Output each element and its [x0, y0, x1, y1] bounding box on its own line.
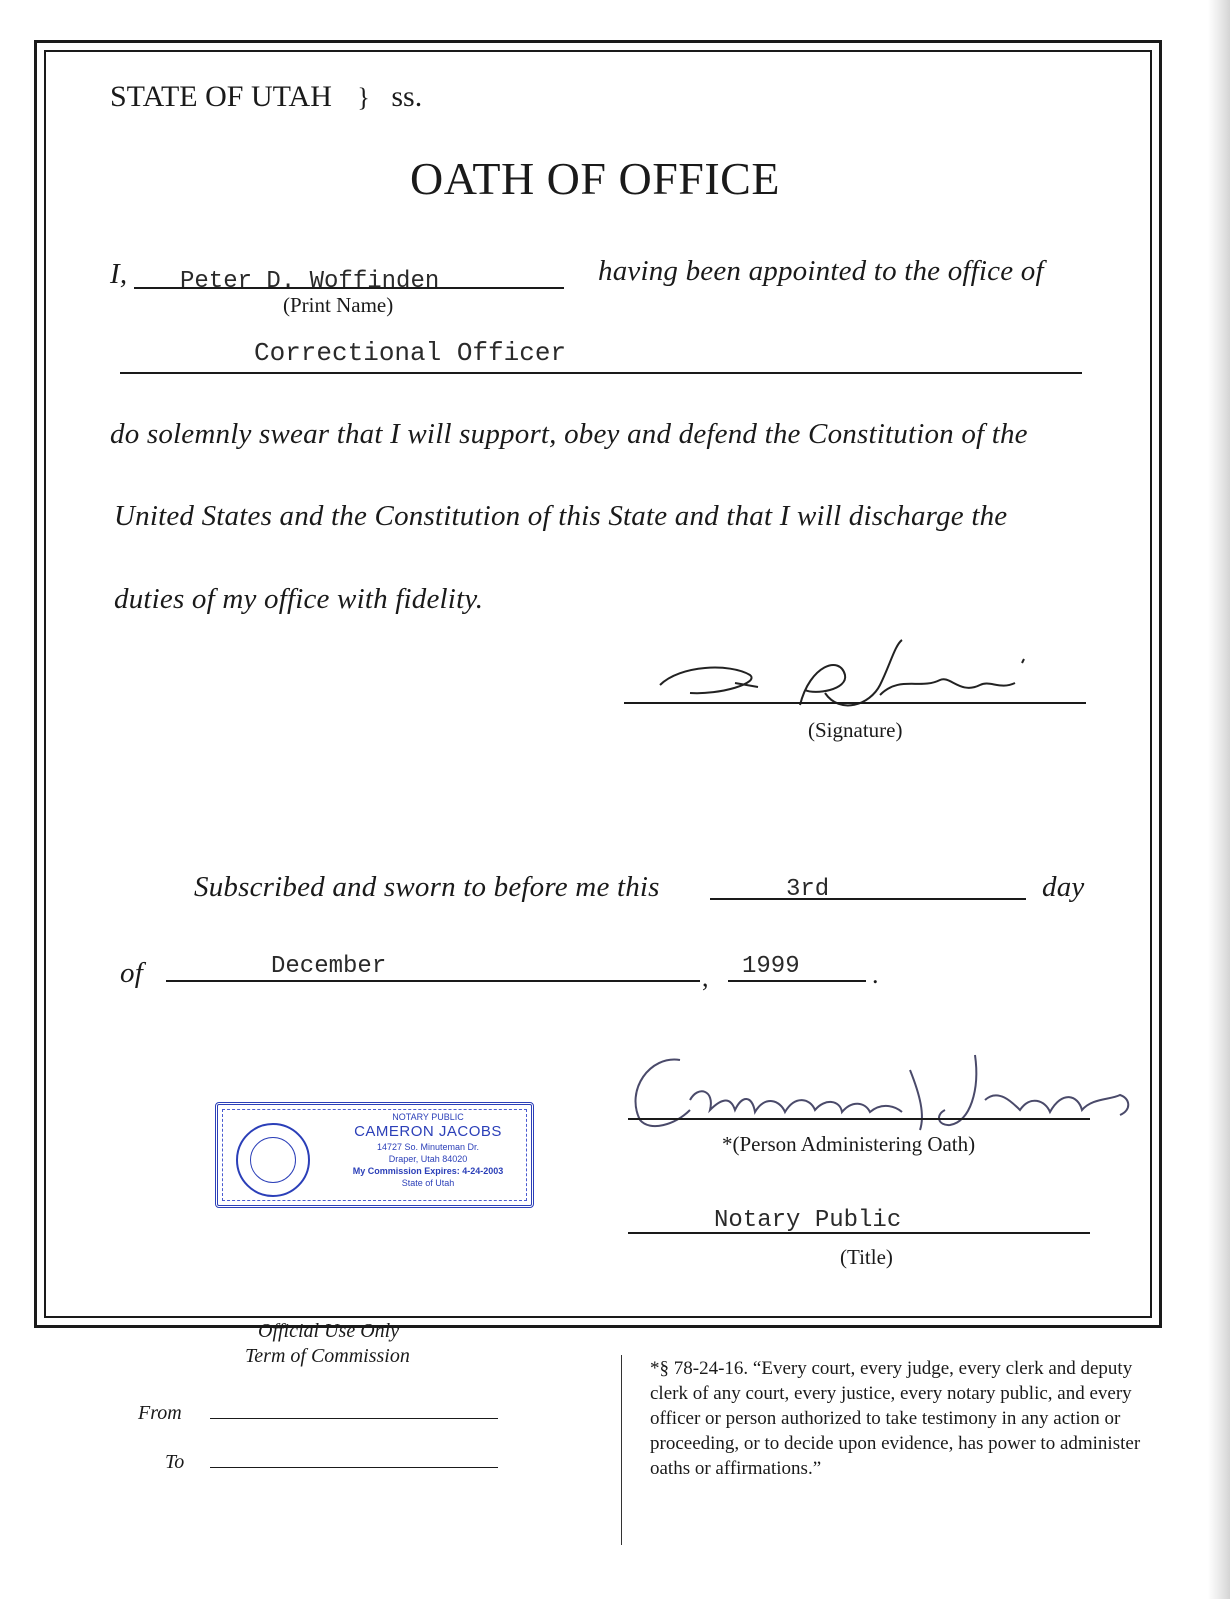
- month-value: December: [271, 953, 387, 980]
- venue-brace: }: [357, 83, 370, 112]
- statute-text: *§ 78-24-16. “Every court, every judge, every clerk and deputy clerk of any court, every justice, every notary public, and every officer or person authorized to take testimony in any action or proceeding, or to decide upon evidence, has power to administer oaths or affirmations.”: [650, 1358, 1141, 1479]
- title-line: [628, 1232, 1090, 1234]
- to-line: [210, 1467, 498, 1468]
- name-value: Peter D. Woffinden: [180, 268, 440, 295]
- administrator-caption: *(Person Administering Oath): [722, 1132, 976, 1156]
- of-label: of: [120, 957, 143, 989]
- title-caption: (Title): [840, 1245, 893, 1269]
- subscribed-text: Subscribed and sworn to before me this: [194, 871, 660, 903]
- appointed-text: having been appointed to the office of: [598, 255, 1044, 287]
- official-use-heading: Official Use Only: [258, 1320, 400, 1342]
- year-value: 1999: [742, 953, 800, 980]
- term-of-commission-heading: Term of Commission: [245, 1345, 410, 1367]
- date-comma: ,: [702, 963, 709, 992]
- seal-commission-expires: My Commission Expires: 4-24-2003: [352, 1166, 504, 1176]
- seal-address: 14727 So. Minuteman Dr.: [376, 1142, 480, 1152]
- ss-mark: ss.: [391, 80, 423, 113]
- seal-city: Draper, Utah 84020: [388, 1154, 468, 1164]
- state-seal-emblem: [236, 1123, 310, 1197]
- page-edge-shadow: [1208, 0, 1230, 1599]
- signature-caption: (Signature): [808, 718, 903, 742]
- seal-notary-name: CAMERON JACOBS: [354, 1123, 502, 1140]
- notary-seal-stamp: [215, 1102, 534, 1208]
- title-value: Notary Public: [714, 1207, 902, 1234]
- state-header: [110, 80, 422, 114]
- seal-notary-public: NOTARY PUBLIC: [392, 1112, 464, 1122]
- oath-line-1: do solemnly swear that I will support, obey and defend the Constitution of the: [110, 418, 1028, 450]
- oath-line-2: United States and the Constitution of this State and that I will discharge the: [114, 500, 1008, 532]
- office-line: [120, 372, 1082, 374]
- to-label: To: [165, 1451, 185, 1473]
- administrator-signature: [620, 1040, 1140, 1135]
- date-period: .: [872, 960, 879, 989]
- footer-divider: [621, 1355, 622, 1545]
- oath-line-3: duties of my office with fidelity.: [114, 583, 484, 615]
- from-line: [210, 1418, 498, 1419]
- print-name-caption: (Print Name): [283, 293, 394, 317]
- seal-text-block: [328, 1111, 528, 1189]
- state-seal-center: [250, 1137, 296, 1183]
- day-value: 3rd: [786, 876, 830, 903]
- from-label: From: [138, 1402, 182, 1424]
- seal-state: State of Utah: [401, 1178, 455, 1188]
- page-title: OATH OF OFFICE: [410, 153, 780, 204]
- administrator-line: [628, 1118, 1090, 1120]
- state-name: STATE OF UTAH: [110, 80, 332, 113]
- signature-line: [624, 702, 1086, 704]
- day-label: day: [1042, 871, 1085, 903]
- day-line: [710, 898, 1026, 900]
- office-value: Correctional Officer: [254, 338, 567, 368]
- year-line: [728, 980, 866, 982]
- i-prefix: I,: [110, 258, 128, 290]
- month-line: [166, 980, 700, 982]
